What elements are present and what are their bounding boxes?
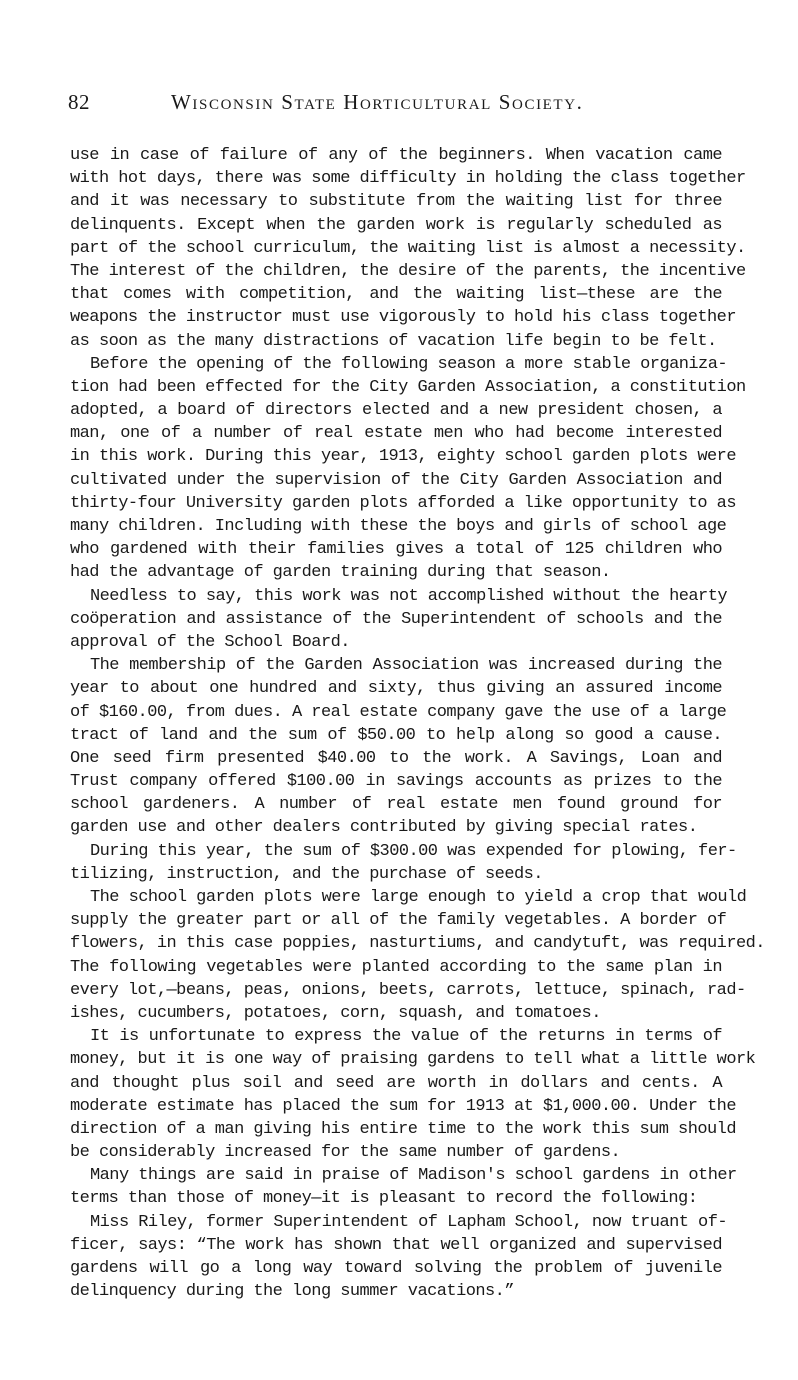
text-line: part of the school curriculum, the waiting list is almost a necessity.	[70, 238, 746, 258]
paragraph	[70, 1164, 737, 1210]
text-line: gardens will go a long way toward solving the problem of juvenile	[70, 1259, 722, 1278]
text-line: Miss Riley, former Superintendent of Lapham School, now truant of-	[90, 1212, 728, 1232]
text-line: garden use and other dealers contributed by giving special rates.	[70, 818, 698, 838]
text-line: delinquency during the long summer vacations.”	[70, 1282, 514, 1302]
text-line: tilizing, instruction, and the purchase of seeds.	[70, 864, 543, 884]
text-line: man, one of a number of real estate men who had become interested	[70, 424, 722, 444]
text-line: adopted, a board of directors elected and a new president chosen, a	[70, 401, 722, 421]
page-number: 82	[68, 90, 90, 114]
text-line: in this work. During this year, 1913, eighty school garden plots were	[70, 447, 736, 467]
paragraph	[70, 1025, 756, 1164]
text-line: who gardened with their families gives a total of 125 children who	[70, 540, 722, 560]
text-line: and thought plus soil and seed are worth in dollars and cents. A	[70, 1073, 722, 1093]
text-line: One seed firm presented $40.00 to the work. A Savings, Loan and	[70, 748, 722, 768]
text-line: weapons the instructor must use vigorously to hold his class together	[70, 308, 736, 328]
text-line: money, but it is one way of praising gardens to tell what a little work	[70, 1050, 756, 1070]
paragraph	[70, 840, 737, 886]
running-title: Wisconsin State Horticultural Society.	[171, 90, 584, 114]
text-line: every lot,—beans, peas, onions, beets, carrots, lettuce, spinach, rad-	[70, 980, 746, 1000]
text-line: be considerably increased for the same number of gardens.	[70, 1143, 621, 1163]
text-line: direction of a man giving his entire time to the work this sum should	[70, 1119, 736, 1139]
text-line: flowers, in this case poppies, nasturtiums, and candytuft, was required.	[70, 934, 765, 954]
paragraph	[70, 144, 746, 353]
text-line: Needless to say, this work was not accomplished without the hearty	[90, 586, 728, 606]
text-line: many children. Including with these the boys and girls of school age	[70, 517, 727, 536]
text-line: During this year, the sum of $300.00 was expended for plowing, fer-	[90, 841, 737, 861]
text-line: tion had been effected for the City Garden Association, a constitution	[70, 377, 746, 397]
text-line: cultivated under the supervision of the City Garden Association and	[70, 470, 722, 490]
paragraph	[70, 585, 728, 655]
paragraph	[70, 654, 727, 840]
text-line: thirty-four University garden plots afforded a like opportunity to as	[70, 493, 736, 513]
text-line: and it was necessary to substitute from the waiting list for three	[70, 192, 722, 212]
text-line: delinquents. Except when the garden work is regularly scheduled as	[70, 215, 722, 235]
body-text	[70, 144, 765, 1303]
text-line: Many things are said in praise of Madison's school gardens in other	[90, 1166, 737, 1186]
text-line: school gardeners. A number of real estate men found ground for	[70, 795, 722, 815]
text-line: The membership of the Garden Association was increased during the	[90, 656, 722, 676]
text-line: Trust company offered $100.00 in savings accounts as prizes to the	[70, 772, 722, 792]
text-line: use in case of failure of any of the beginners. When vacation came	[70, 146, 722, 165]
text-line: as soon as the many distractions of vacation life begin to be felt.	[70, 331, 717, 351]
text-line: of $160.00, from dues. A real estate company gave the use of a large	[70, 702, 727, 722]
text-line: that comes with competition, and the waiting list—these are the	[70, 285, 722, 305]
paragraph	[70, 353, 746, 585]
text-line: supply the greater part or all of the family vegetables. A border of	[70, 911, 727, 931]
text-line: It is unfortunate to express the value of the returns in terms of	[90, 1027, 722, 1047]
text-line: Before the opening of the following season a more stable organiza-	[90, 354, 728, 374]
paragraph	[70, 886, 765, 1025]
text-line: approval of the School Board.	[70, 632, 350, 652]
text-line: The school garden plots were large enough to yield a crop that would	[90, 888, 747, 907]
text-line: coöperation and assistance of the Superintendent of schools and the	[70, 609, 722, 629]
text-line: ficer, says: “The work has shown that well organized and supervised	[70, 1235, 722, 1255]
paragraph	[70, 1211, 728, 1304]
text-line: had the advantage of garden training during that season.	[70, 563, 611, 583]
text-line: tract of land and the sum of $50.00 to help along so good a cause.	[70, 725, 722, 745]
text-line: with hot days, there was some difficulty in holding the class together	[70, 169, 746, 189]
text-line: ishes, cucumbers, potatoes, corn, squash, and tomatoes.	[70, 1003, 601, 1023]
text-line: The interest of the children, the desire of the parents, the incentive	[70, 261, 746, 281]
text-line: year to about one hundred and sixty, thus giving an assured income	[70, 679, 722, 699]
text-line: moderate estimate has placed the sum for 1913 at $1,000.00. Under the	[70, 1096, 736, 1116]
text-line: terms than those of money—it is pleasant to record the following:	[70, 1189, 698, 1209]
page-header	[68, 90, 730, 122]
text-line: The following vegetables were planted according to the same plan in	[70, 957, 722, 977]
